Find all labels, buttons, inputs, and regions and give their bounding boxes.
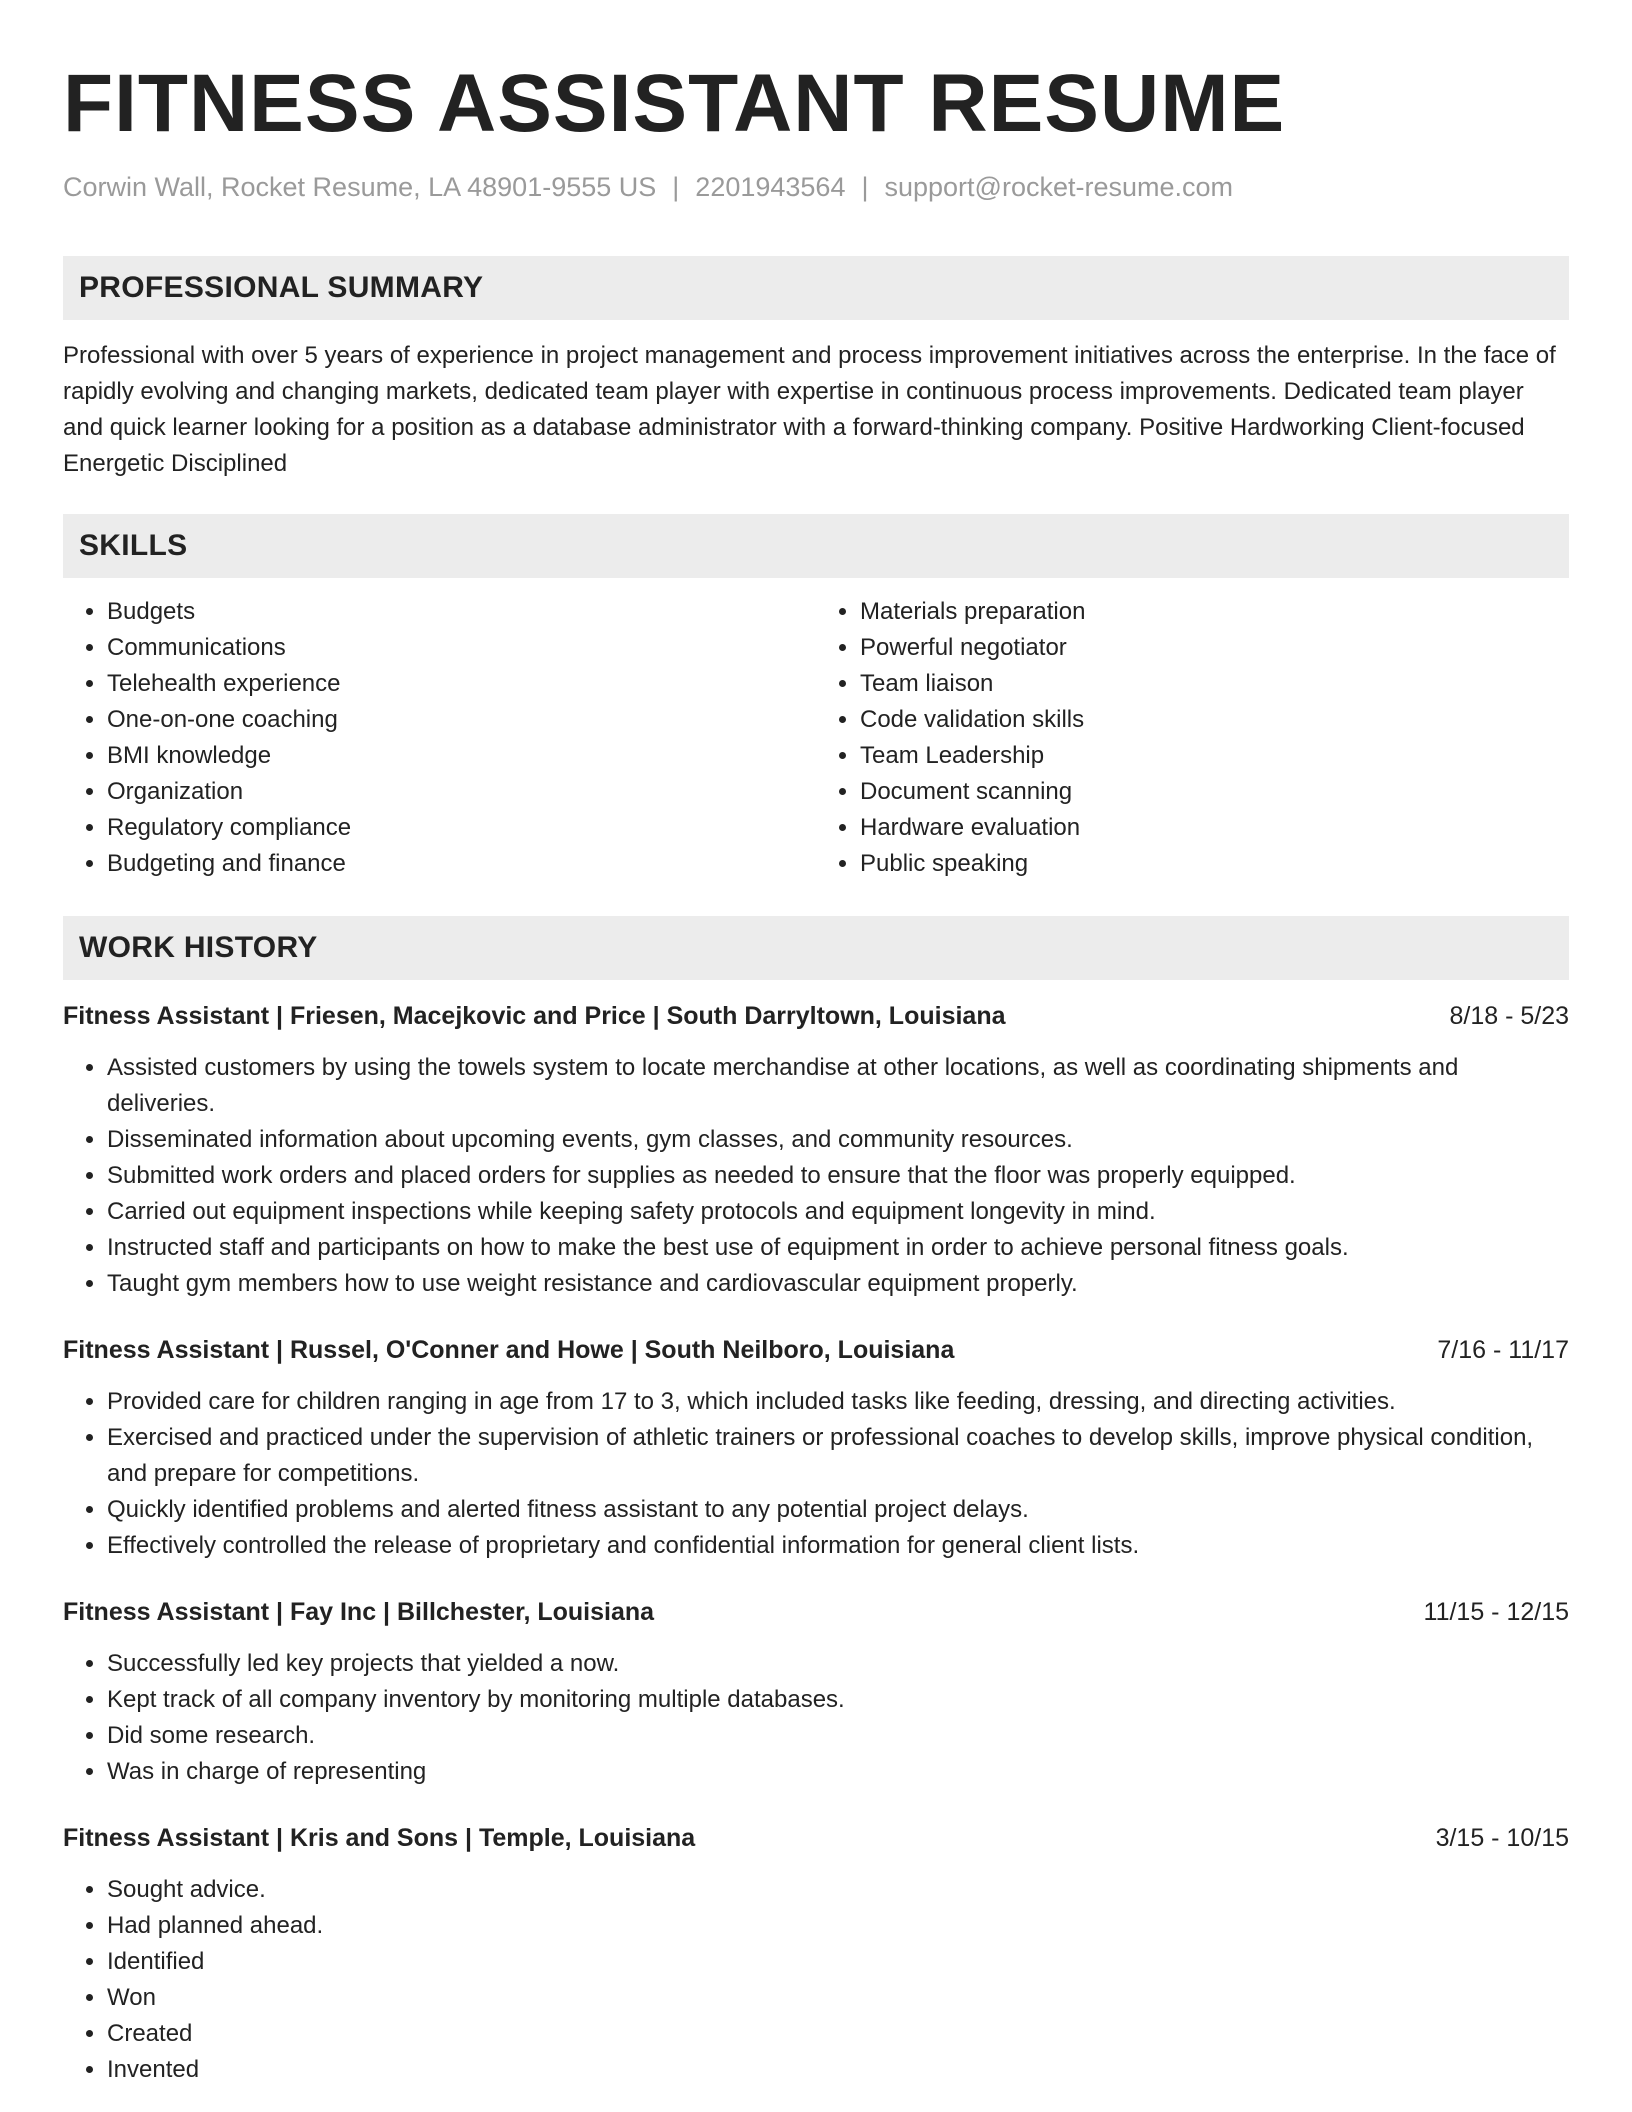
- job-bullet: • Successfully led key projects that yielded a now.: [107, 1646, 1569, 1682]
- job-bullet: • Submitted work orders and placed orders for supplies as needed to ensure that the floor was properly equipped.: [107, 1158, 1569, 1194]
- job-bullets: [63, 1646, 1569, 1790]
- skill-item: • Budgets: [107, 594, 816, 630]
- job-header: [63, 998, 1569, 1034]
- job-header: [63, 1332, 1569, 1368]
- skill-item: • Public speaking: [860, 846, 1569, 882]
- summary-text: Professional with over 5 years of experience in project management and process improvement initiatives across the enterprise. In the face of rapidly evolving and changing markets, dedicated team player with expertise in continuous process improvements. Dedicated team player and quick learner looking for a position as a database administrator with a forward-thinking company. Positive Hardworking Client-focused Energetic Disciplined: [63, 342, 1556, 477]
- job-bullet: • Sought advice.: [107, 1872, 1569, 1908]
- job-bullet: • Carried out equipment inspections while keeping safety protocols and equipment longevity in mind.: [107, 1194, 1569, 1230]
- contact-line: [63, 170, 1569, 204]
- job-header: [63, 1820, 1569, 1856]
- job-entry: [63, 1332, 1569, 1564]
- skill-item: • Powerful negotiator: [860, 630, 1569, 666]
- job-bullet: • Exercised and practiced under the supervision of athletic trainers or professional coaches to develop skills, improve physical condition, and prepare for competitions.: [107, 1420, 1569, 1492]
- skill-item: • Regulatory compliance: [107, 810, 816, 846]
- contact-separator: |: [861, 172, 869, 202]
- skill-item: • Telehealth experience: [107, 666, 816, 702]
- skills-column-right: [816, 594, 1569, 882]
- job-dates: 8/18 - 5/23: [1449, 1002, 1569, 1030]
- skill-item: • Team liaison: [860, 666, 1569, 702]
- resume-title: FITNESS ASSISTANT RESUME: [63, 58, 1286, 149]
- contact-separator: |: [672, 172, 680, 202]
- job-bullet: • Kept track of all company inventory by monitoring multiple databases.: [107, 1682, 1569, 1718]
- job-bullet: • Quickly identified problems and alerted fitness assistant to any potential project delays.: [107, 1492, 1569, 1528]
- skill-item: • Document scanning: [860, 774, 1569, 810]
- section-header-summary: PROFESSIONAL SUMMARY: [63, 256, 1569, 320]
- job-bullet: • Created: [107, 2016, 1569, 2052]
- job-bullet: • Disseminated information about upcoming events, gym classes, and community resources.: [107, 1122, 1569, 1158]
- job-bullet: • Identified: [107, 1944, 1569, 1980]
- job-dates: 3/15 - 10/15: [1435, 1824, 1569, 1852]
- job-bullet: • Had planned ahead.: [107, 1908, 1569, 1944]
- skill-item: • Materials preparation: [860, 594, 1569, 630]
- skill-item: • Communications: [107, 630, 816, 666]
- job-bullet: • Did some research.: [107, 1718, 1569, 1754]
- work-history-list: [63, 998, 1569, 2088]
- job-title: Fitness Assistant | Friesen, Macejkovic and Price | South Darryltown, Louisiana: [63, 1002, 1006, 1030]
- job-bullet: • Provided care for children ranging in age from 17 to 3, which included tasks like feeding, dressing, and directing activities.: [107, 1384, 1569, 1420]
- job-bullet: • Effectively controlled the release of proprietary and confidential information for general client lists.: [107, 1528, 1569, 1564]
- contact-email: support@rocket-resume.com: [884, 172, 1234, 202]
- skill-item: • Code validation skills: [860, 702, 1569, 738]
- job-bullets: [63, 1050, 1569, 1302]
- job-bullet: • Assisted customers by using the towels system to locate merchandise at other locations, as well as coordinating shipments and deliveries.: [107, 1050, 1569, 1122]
- job-title: Fitness Assistant | Kris and Sons | Temple, Louisiana: [63, 1824, 696, 1852]
- job-bullet: • Invented: [107, 2052, 1569, 2088]
- job-entry: [63, 1594, 1569, 1790]
- section-header-work-history: WORK HISTORY: [63, 916, 1569, 980]
- job-bullet: • Won: [107, 1980, 1569, 2016]
- job-bullet: • Taught gym members how to use weight resistance and cardiovascular equipment properly.: [107, 1266, 1569, 1302]
- skill-item: • Team Leadership: [860, 738, 1569, 774]
- skills-column-left: [63, 594, 816, 882]
- job-entry: [63, 1820, 1569, 2088]
- contact-address: Corwin Wall, Rocket Resume, LA 48901-9555 US: [63, 172, 657, 202]
- job-bullet: • Was in charge of representing: [107, 1754, 1569, 1790]
- skill-item: • Hardware evaluation: [860, 810, 1569, 846]
- skill-item: • One-on-one coaching: [107, 702, 816, 738]
- job-dates: 7/16 - 11/17: [1437, 1336, 1569, 1364]
- job-bullets: [63, 1872, 1569, 2088]
- skill-item: • BMI knowledge: [107, 738, 816, 774]
- skills-list: [63, 594, 1569, 882]
- job-dates: 11/15 - 12/15: [1423, 1598, 1569, 1626]
- section-header-skills: SKILLS: [63, 514, 1569, 578]
- job-title: Fitness Assistant | Russel, O'Conner and Howe | South Neilboro, Louisiana: [63, 1336, 955, 1364]
- job-header: [63, 1594, 1569, 1630]
- job-bullet: • Instructed staff and participants on how to make the best use of equipment in order to achieve personal fitness goals.: [107, 1230, 1569, 1266]
- job-bullets: [63, 1384, 1569, 1564]
- job-title: Fitness Assistant | Fay Inc | Billchester, Louisiana: [63, 1598, 655, 1626]
- contact-phone: 2201943564: [695, 172, 846, 202]
- skill-item: • Budgeting and finance: [107, 846, 816, 882]
- skill-item: • Organization: [107, 774, 816, 810]
- job-entry: [63, 998, 1569, 1302]
